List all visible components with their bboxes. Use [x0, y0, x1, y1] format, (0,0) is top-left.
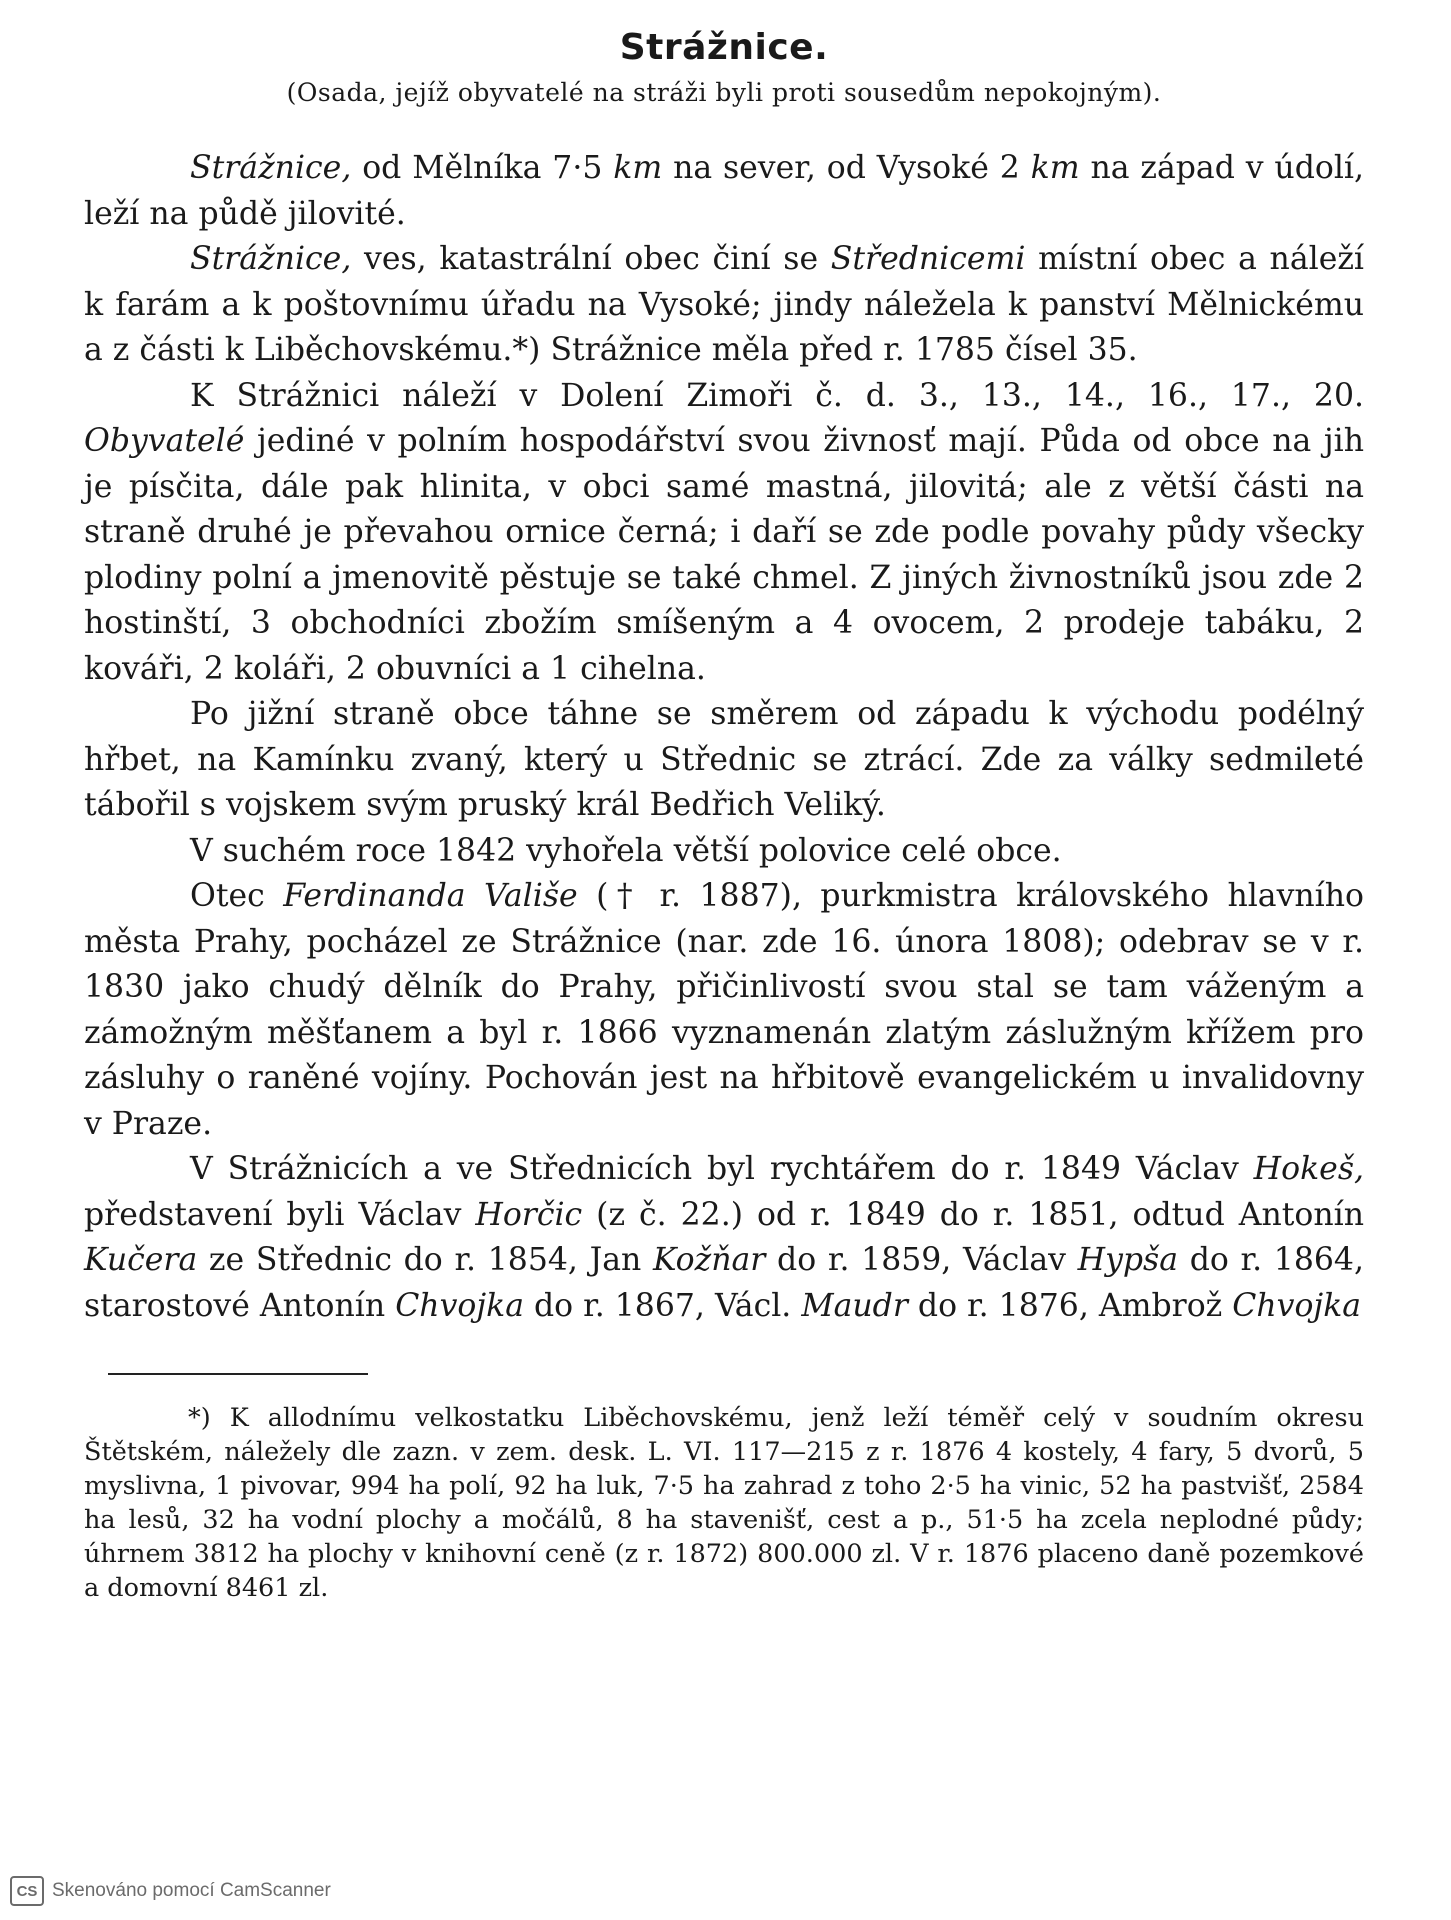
- text-run: na sever, od Vysoké 2: [662, 150, 1031, 186]
- text-run: do r. 1859, Václav: [765, 1242, 1078, 1278]
- italic-name: Strážnice,: [190, 241, 352, 277]
- paragraph: [84, 237, 1364, 374]
- text-run: V Strážnicích a ve Střednicích byl rychtářem do r. 1849 Václav: [190, 1151, 1254, 1187]
- text-run: K Strážnici náleží v Dolení Zimoři č. d. 3., 13., 14., 16., 17., 20.: [190, 377, 1364, 414]
- italic-name: Maudr: [801, 1287, 908, 1324]
- page-title: Strážnice.: [619, 27, 829, 68]
- text-run: představení byli Václav: [84, 1196, 476, 1233]
- text-run: Po jižní straně obce táhne se směrem od západu k východu podélný hřbet, na Kamínku zvaný, který u Střednic se ztrácí. Zde za války sedmileté tábořil s vojskem svým pruský král Bedřich Veliký.: [84, 696, 1364, 823]
- italic-name: Střednicemi: [830, 241, 1026, 277]
- text-run: jediné v polním hospodářství svou živnosť mají. Půda od obce na jih je písčita, dále pak hlinita, v obci samé mastná, jilovitá; ale z větší části na straně druhé je převahou ornice černá; i daří se zde podle povahy půdy všecky plodiny polní a jmenovitě pěstuje se také chmel. Z jiných živnostníků jsou zde 2 hostinští, 3 obchodníci zbožím smíšeným a 4 ovocem, 2 prodeje tabáku, 2 kováři, 2 koláři, 2 obuvníci a 1 cihelna.: [84, 423, 1364, 687]
- text-run: V suchém roce 1842 vyhořela větší polovice celé obce.: [190, 832, 1062, 869]
- document-page: [84, 22, 1364, 1605]
- text-run: ze Střednic do r. 1854, Jan: [197, 1242, 653, 1278]
- italic-name: Hokeš,: [1253, 1151, 1364, 1187]
- page-subtitle: (Osada, jejíž obyvatelé na stráži byli proti sousedům nepokojným).: [286, 78, 1162, 107]
- italic-name: Ferdinanda Vališe: [283, 878, 578, 914]
- italic-name: Kučera: [84, 1242, 198, 1278]
- paragraph: [84, 874, 1364, 1147]
- camscanner-logo-icon: CS: [10, 1876, 44, 1906]
- italic-name: km: [1030, 150, 1080, 186]
- italic-name: Hypša: [1077, 1242, 1179, 1278]
- text-run: do r. 1876, Ambrož: [907, 1287, 1233, 1324]
- italic-name: Horčic: [475, 1196, 583, 1233]
- paragraph: [84, 692, 1364, 829]
- footnote: [84, 1401, 1364, 1605]
- scanner-label: Skenováno pomocí CamScanner: [52, 1880, 331, 1901]
- paragraph: [84, 146, 1364, 237]
- text-run: do r. 1867, Václ.: [523, 1287, 802, 1324]
- text-run: († r. 1887), purkmistra královského hlavního města Prahy, pocházel ze Strážnice (nar. zde 16. února 1808); odebrav se v r. 1830 jako chudý dělník do Prahy, přičinlivostí svou stal se tam váženým a zámožným měšťanem a byl r. 1866 vyznamenán zlatým záslužným křížem pro zásluhy o raněné vojíny. Pochován jest na hřbitově evangelickém u invalidovny v Praze.: [84, 878, 1364, 1142]
- text-run: na západ v údolí, leží na půdě jilovité.: [84, 150, 1364, 232]
- italic-name: Obyvatelé: [84, 423, 245, 459]
- paragraph: [84, 829, 1364, 875]
- footnote-divider: [108, 1373, 368, 1375]
- footnote-text: *) K allodnímu velkostatku Liběchovskému, jenž leží téměř celý v soudním okresu Štětském, náležely dle zazn. v zem. desk. L. VI. 117—215 z r. 1876 4 kostely, 4 fary, 5 dvorů, 5 myslivna, 1 pivovar, 994 ha polí, 92 ha luk, 7·5 ha zahrad z toho 2·5 ha vinic, 52 ha pastvišť, 2584 ha lesů, 32 ha vodní plochy a močálů, 8 ha stavenišť, cest a p., 51·5 ha zcela neplodné půdy; úhrnem 3812 ha plochy v knihovní ceně (z r. 1872) 800.000 zl. V r. 1876 placeno daně pozemkové a domovní 8461 zl.: [84, 1403, 1364, 1603]
- body-text: [84, 146, 1364, 1329]
- paragraph: [84, 374, 1364, 693]
- text-run: (z č. 22.) od r. 1849 do r. 1851, odtud Antonín: [582, 1196, 1364, 1233]
- italic-name: Chvojka: [395, 1287, 524, 1324]
- text-run: místní obec a náleží k farám a k poštovnímu úřadu na Vysoké; jindy náležela k panství Mělnickému a z části k Liběchovskému.*) Strážnice měla před r. 1785 čísel 35.: [84, 241, 1364, 368]
- text-run: ves, katastrální obec činí se: [351, 241, 831, 277]
- italic-name: km: [613, 150, 663, 186]
- text-run: od Mělníka 7·5: [351, 150, 614, 186]
- italic-name: Strážnice,: [190, 150, 352, 186]
- scanner-watermark: [10, 1876, 331, 1906]
- text-run: Otec: [190, 878, 284, 914]
- italic-name: Chvojka: [1232, 1287, 1362, 1324]
- text-run: do r. 1864, starostové Antonín: [84, 1242, 1364, 1324]
- italic-name: Kožňar: [652, 1242, 766, 1278]
- paragraph: [84, 1147, 1364, 1329]
